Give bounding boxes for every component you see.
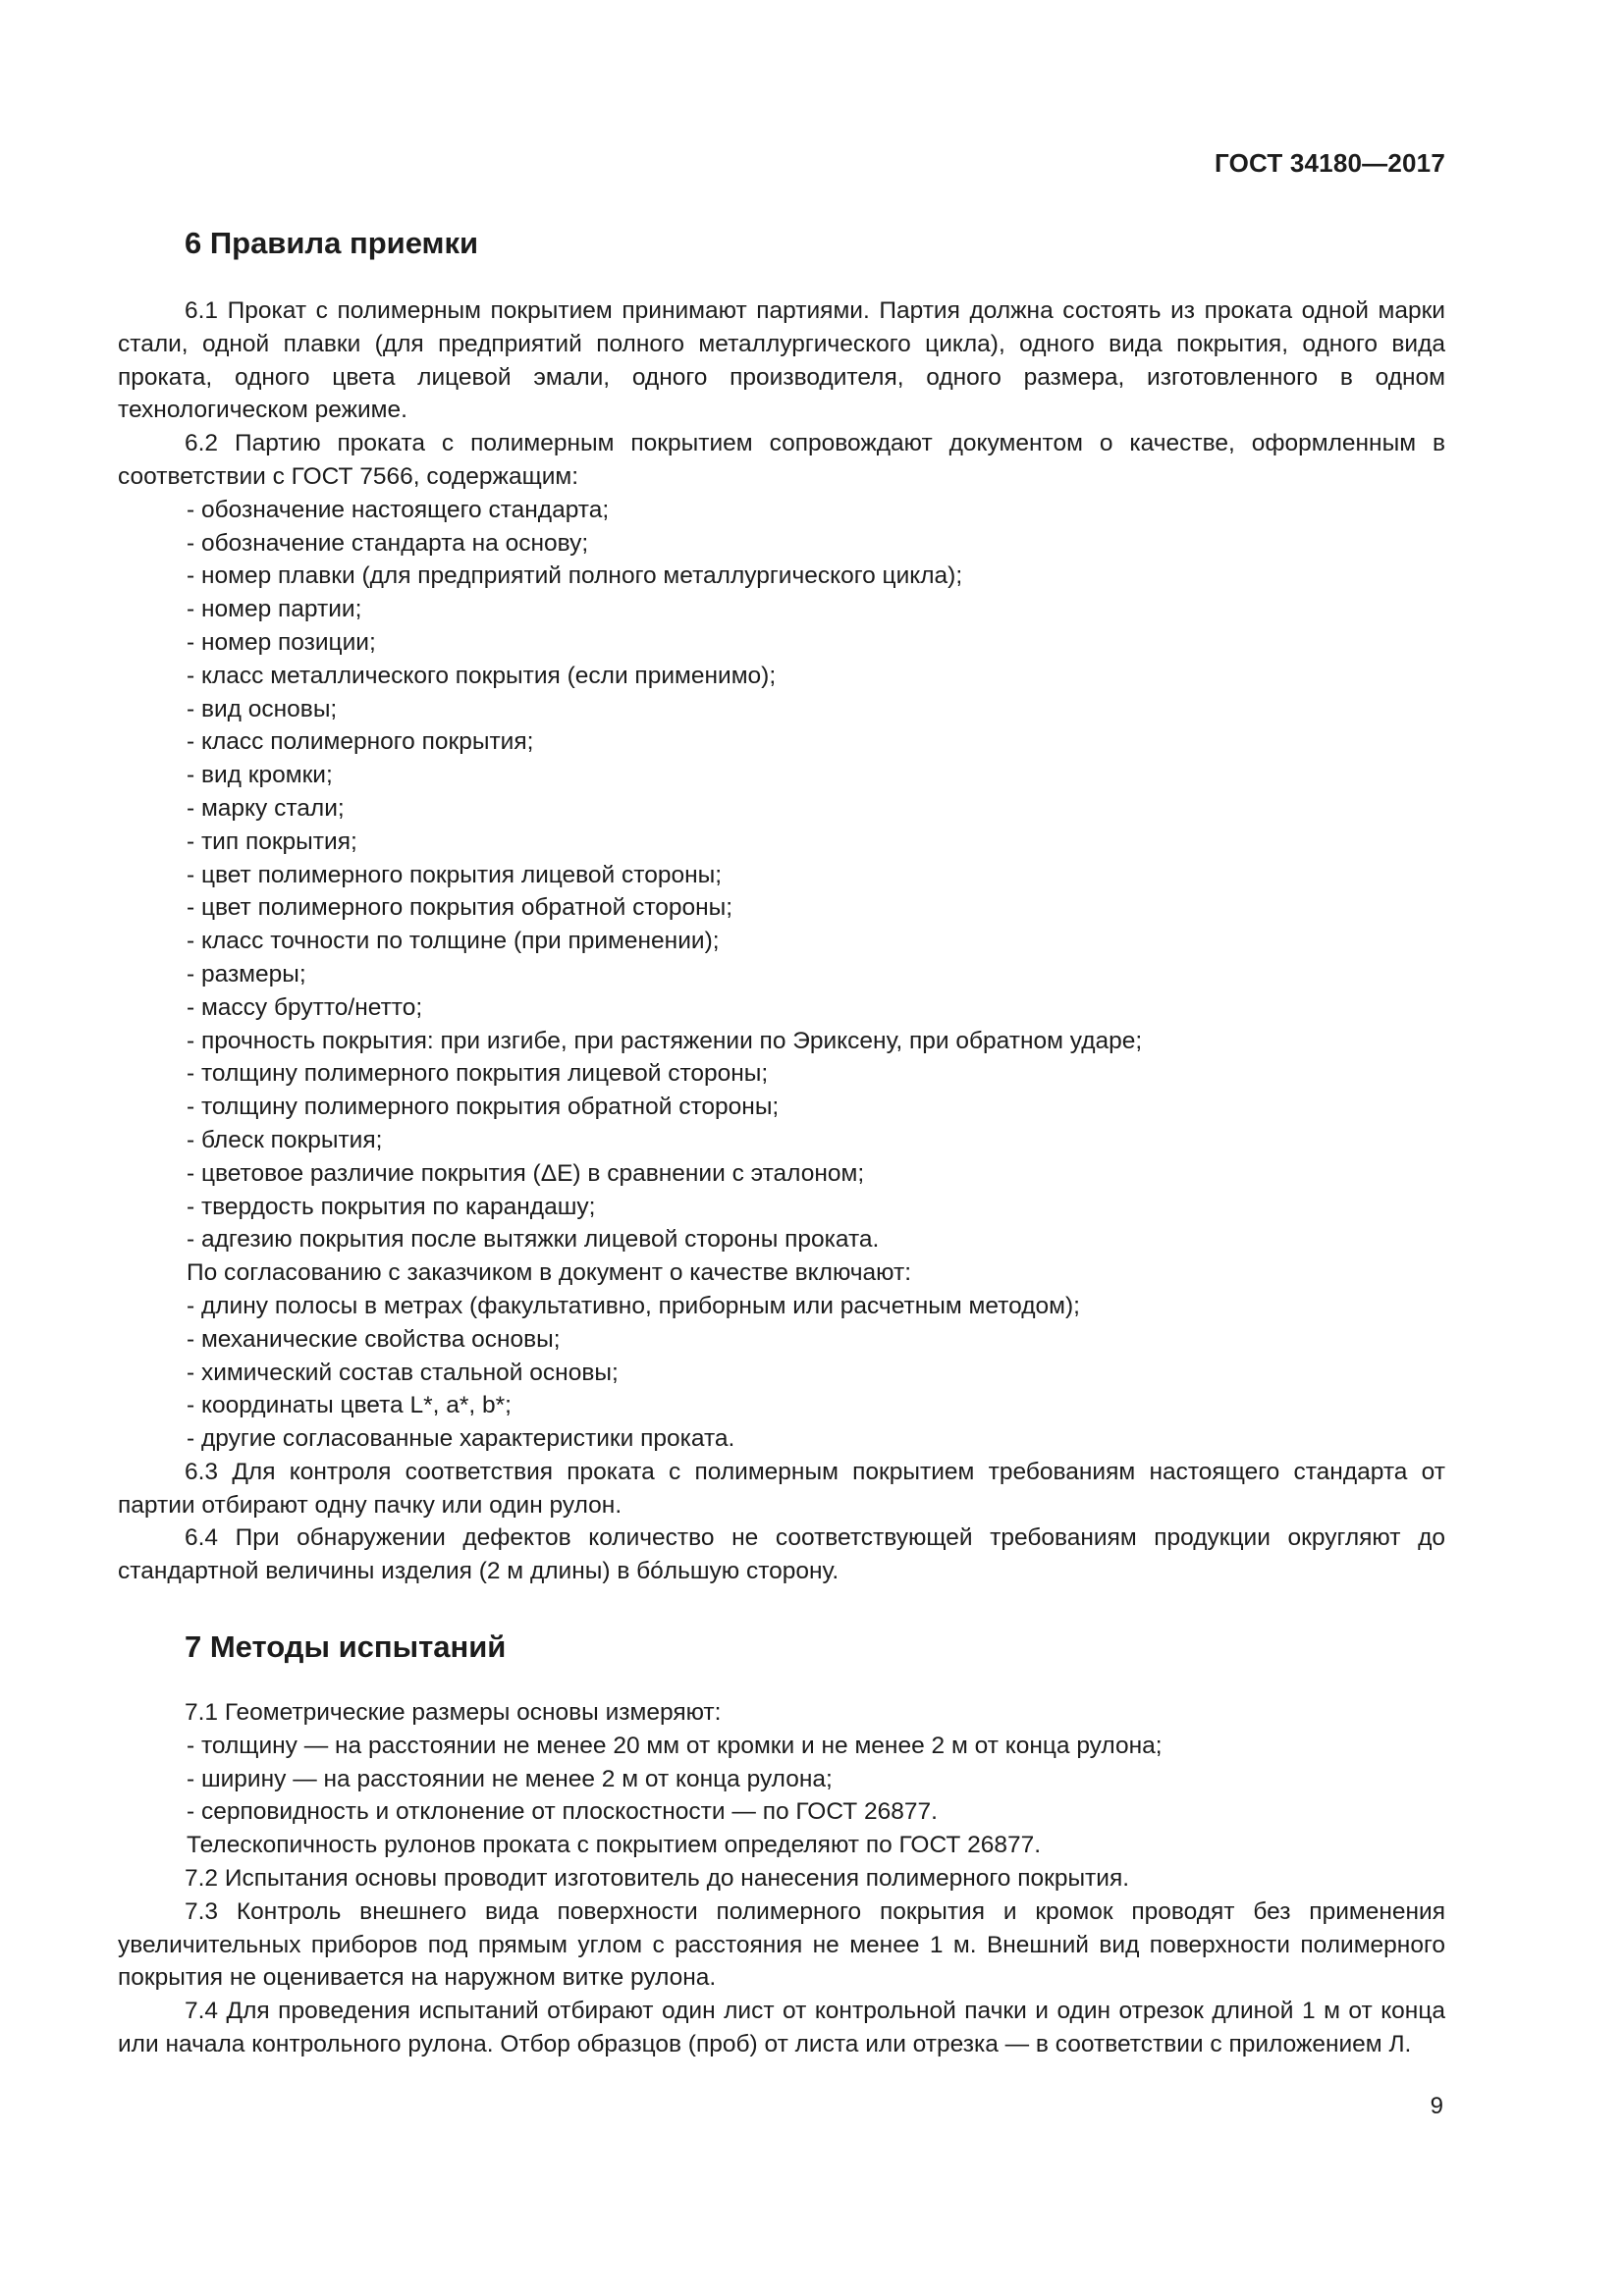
list-item: - класс металлического покрытия (если применимо); [187,662,777,689]
list-item: - длину полосы в метрах (факультативно, приборным или расчетным методом); [187,1292,1080,1319]
list-item: - механические свойства основы; [187,1325,561,1353]
paragraph-7-3: 7.3 Контроль внешнего вида поверхности полимерного покрытия и кромок проводят без применения увеличительных приборов под прямым углом с расстояния не менее 1 м. Внешний вид поверхности полимерного покрытия не оценивается на наружном витке рулона. [118,1897,1445,1992]
measurement-list [118,1730,1445,1829]
paragraph-6-4: 6.4 При обнаружении дефектов количество не соответствующей требованиям продукции округляют до стандартной величины изделия (2 м длины) в бóльшую сторону. [118,1524,1445,1585]
paragraph-6-3: 6.3 Для контроля соответствия проката с полимерным покрытием требованиям настоящего стандарта от партии отбирают одну пачку или один рулон. [118,1458,1445,1519]
list-item: - массу брутто/нетто; [187,993,423,1021]
list-item: - вид кромки; [187,762,333,789]
list-item: - вид основы; [187,695,338,722]
list-item: - цвет полимерного покрытия лицевой стороны; [187,861,723,888]
agreement-intro: По согласованию с заказчиком в документ о качестве включают: [187,1259,912,1287]
list-item: - марку стали; [187,794,345,822]
list-item: - твердость покрытия по карандашу; [187,1193,596,1220]
list-item: - серповидность и отклонение от плоскостности — по ГОСТ 26877. [187,1798,938,1826]
quality-document-list [118,494,1445,1256]
section-6-title: 6 Правила приемки [185,226,479,260]
list-item: - обозначение настоящего стандарта; [187,496,610,523]
list-item: - химический состав стальной основы; [187,1359,619,1386]
list-item: - тип покрытия; [187,828,357,855]
list-item: - ширину — на расстоянии не менее 2 м от конца рулона; [187,1765,833,1792]
list-item: - номер позиции; [187,628,376,656]
paragraph-7-4: 7.4 Для проведения испытаний отбирают один лист от контрольной пачки и один отрезок длиной 1 м от конца или начала контрольного рулона. Отбор образцов (проб) от листа или отрезка — в соответствии с приложением Л. [118,1998,1445,2058]
list-item: - номер партии; [187,596,362,623]
paragraph-7-1: 7.1 Геометрические размеры основы измеряют: [185,1699,722,1727]
list-item: - координаты цвета L*, a*, b*; [187,1392,512,1419]
paragraph-6-2: 6.2 Партию проката с полимерным покрытием сопровождают документом о качестве, оформленным в соответствии с ГОСТ 7566, содержащим: [118,430,1445,490]
list-item: - обозначение стандарта на основу; [187,529,589,557]
list-item: - номер плавки (для предприятий полного металлургического цикла); [187,562,963,590]
list-item: - блеск покрытия; [187,1126,383,1153]
list-item: - прочность покрытия: при изгибе, при растяжении по Эриксену, при обратном ударе; [187,1027,1143,1054]
list-item: - цвет полимерного покрытия обратной стороны; [187,894,733,922]
list-item: - другие согласованные характеристики проката. [187,1425,735,1453]
page-content [118,222,1445,2061]
section-7-title: 7 Методы испытаний [185,1629,507,1665]
list-item: - размеры; [187,960,306,988]
list-item: - класс полимерного покрытия; [187,728,534,756]
document-header: ГОСТ 34180—2017 [1215,148,1445,178]
telescopic-note: Телескопичность рулонов проката с покрытием определяют по ГОСТ 26877. [187,1832,1042,1859]
agreement-list [118,1290,1445,1456]
paragraph-7-2: 7.2 Испытания основы проводит изготовитель до нанесения полимерного покрытия. [185,1865,1130,1893]
list-item: - адгезию покрытия после вытяжки лицевой стороны проката. [187,1226,880,1254]
list-item: - толщину полимерного покрытия лицевой стороны; [187,1060,769,1088]
list-item: - цветовое различие покрытия (ΔE) в сравнении с эталоном; [187,1159,865,1187]
list-item: - класс точности по толщине (при применении); [187,928,720,955]
paragraph-6-1: 6.1 Прокат с полимерным покрытием принимают партиями. Партия должна состоять из проката одной марки стали, одной плавки (для предприятий полного металлургического цикла), одного вида покрытия, одного вида проката, одного цвета лицевой эмали, одного производителя, одного размера, изготовленного в одном технологическом режиме. [118,297,1445,424]
list-item: - толщину полимерного покрытия обратной стороны; [187,1094,780,1121]
page-number: 9 [1430,2093,1443,2119]
list-item: - толщину — на расстоянии не менее 20 мм от кромки и не менее 2 м от конца рулона; [187,1732,1163,1759]
